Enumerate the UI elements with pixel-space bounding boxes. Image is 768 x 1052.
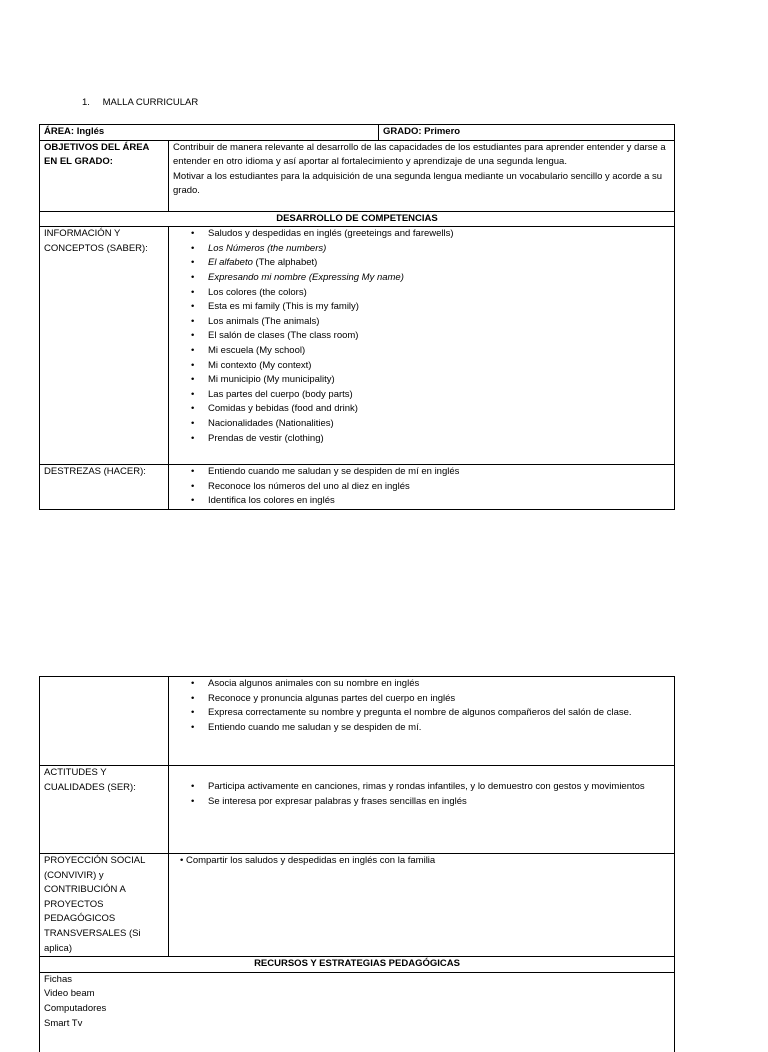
- list-item: • Mi contexto (My context): [208, 359, 670, 374]
- list-item: • Reconoce y pronuncia algunas partes del cuerpo en inglés: [208, 692, 670, 707]
- list-item: • Esta es mi family (This is my family): [208, 300, 670, 315]
- heading-title: MALLA CURRICULAR: [102, 97, 199, 108]
- heading-number: 1.: [82, 97, 90, 108]
- list-item: • Prendas de vestir (clothing): [208, 432, 670, 447]
- area-label: ÁREA: Inglés: [44, 126, 105, 137]
- list-item: • Las partes del cuerpo (body parts): [208, 388, 670, 403]
- section-heading: [82, 96, 198, 111]
- saber-list: [173, 227, 670, 446]
- list-item: • Se interesa por expresar palabras y frases sencillas en inglés: [208, 795, 670, 810]
- convivir-text: • Compartir los saludos y despedidas en inglés con la familia: [169, 854, 675, 957]
- list-item: • Mi escuela (My school): [208, 344, 670, 359]
- list-item: • Identifica los colores en inglés: [208, 494, 670, 509]
- recurso-item: Video beam: [44, 988, 95, 1000]
- objetivos-text-cell: [169, 140, 675, 211]
- recurso-item: Fichas: [44, 973, 72, 985]
- hacer-cont-label: [40, 677, 169, 766]
- objetivo-paragraph: Contribuir de manera relevante al desarrollo de las capacidades de los estudiantes para aprender entender y darse a entender en otro idioma y así aportar al fortalecimiento y aprendizaje de una segunda lengua.: [173, 141, 666, 168]
- list-item: • Expresando mi nombre (Expressing My name): [208, 271, 670, 286]
- list-item: • Saludos y despedidas en inglés (greeteings and farewells): [208, 227, 670, 242]
- curriculum-table-part-2: [39, 676, 675, 1052]
- list-item: • Participa activamente en canciones, rimas y rondas infantiles, y lo demuestro con gestos y movimientos: [208, 780, 670, 795]
- recursos-header: RECURSOS Y ESTRATEGIAS PEDAGÓGICAS: [40, 957, 675, 973]
- list-item: • Los animals (The animals): [208, 315, 670, 330]
- list-item: • El alfabeto (The alphabet): [208, 256, 670, 271]
- grado-label: GRADO: Primero: [383, 126, 461, 137]
- saber-label: INFORMACIÓN Y CONCEPTOS (SABER):: [40, 227, 169, 465]
- list-item: • Entiendo cuando me saludan y se despiden de mí en inglés: [208, 465, 670, 480]
- hacer-label: DESTREZAS (HACER):: [40, 465, 169, 510]
- grado-cell: [379, 125, 675, 141]
- list-item: • Comidas y bebidas (food and drink): [208, 402, 670, 417]
- list-item: • Entiendo cuando me saludan y se despiden de mí.: [208, 721, 670, 736]
- ser-list: [173, 780, 670, 809]
- recurso-item: Smart Tv: [44, 1017, 83, 1029]
- objetivos-label: OBJETIVOS DEL ÁREA EN EL GRADO:: [40, 140, 169, 211]
- ser-label: ACTITUDES Y CUALIDADES (SER):: [40, 766, 169, 854]
- hacer-cont-list: [173, 677, 670, 735]
- list-item: • Expresa correctamente su nombre y pregunta el nombre de algunos compañeros del salón de clase.: [208, 706, 670, 721]
- list-item: • Reconoce los números del uno al diez en inglés: [208, 480, 670, 495]
- recursos-cell: [40, 972, 675, 1052]
- hacer-cont-cell: [169, 677, 675, 766]
- list-item: • El salón de clases (The class room): [208, 329, 670, 344]
- objetivo-paragraph: Motivar a los estudiantes para la adquisición de una segunda lengua mediante un vocabulario sencillo y acorde a su grado.: [173, 170, 663, 197]
- curriculum-table-part-1: [39, 124, 675, 510]
- recurso-item: Computadores: [44, 1002, 107, 1014]
- saber-cell: [169, 227, 675, 465]
- convivir-label: PROYECCIÓN SOCIAL (CONVIVIR) y CONTRIBUCIÓN A PROYECTOS PEDAGÓGICOS TRANSVERSALES (Si aplica): [40, 854, 169, 957]
- list-item: • Los Números (the numbers): [208, 242, 670, 257]
- list-item: • Nacionalidades (Nationalities): [208, 417, 670, 432]
- hacer-list: [173, 465, 670, 509]
- ser-cell: [169, 766, 675, 854]
- competencias-header: DESARROLLO DE COMPETENCIAS: [40, 211, 675, 227]
- area-cell: [40, 125, 379, 141]
- list-item: • Mi municipio (My municipality): [208, 373, 670, 388]
- hacer-cell: [169, 465, 675, 510]
- list-item: • Los colores (the colors): [208, 286, 670, 301]
- list-item: • Asocia algunos animales con su nombre en inglés: [208, 677, 670, 692]
